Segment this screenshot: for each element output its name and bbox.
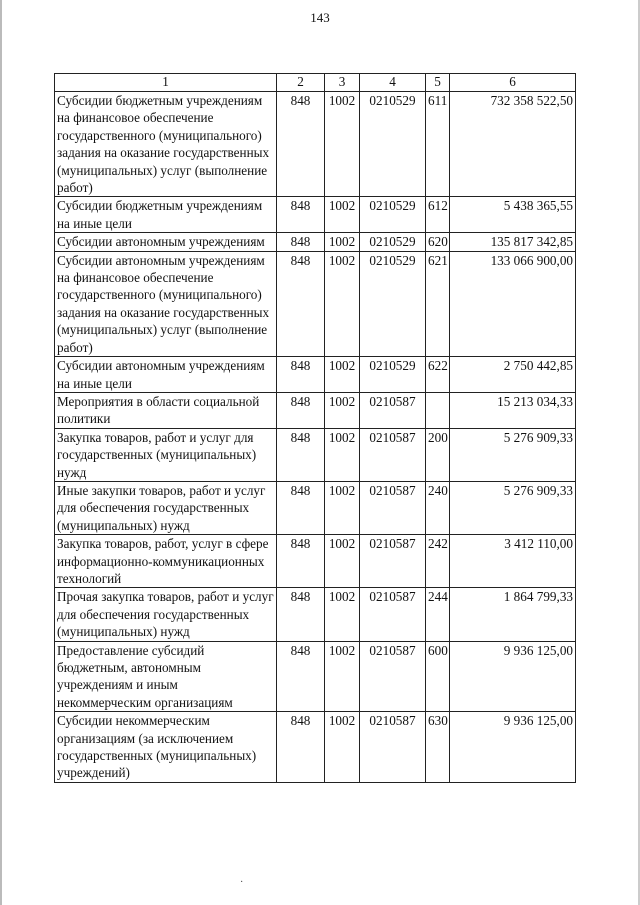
- cell-c2: 848: [277, 392, 325, 428]
- header-col-3: 3: [325, 74, 360, 92]
- cell-name: Субсидии бюджетным учреждениям на финансовое обеспечение государственного (муниципального) задания на оказание государственных (муниципальных) услуг (выполнение работ): [55, 92, 277, 197]
- table-row: [55, 712, 576, 783]
- scan-edge-left: [0, 0, 2, 905]
- cell-name: Иные закупки товаров, работ и услуг для обеспечения государственных (муниципальных) нужд: [55, 481, 277, 534]
- cell-c3: 1002: [325, 357, 360, 393]
- cell-name: Субсидии некоммерческим организациям (за исключением государственных (муниципальных) учреждений): [55, 712, 277, 783]
- cell-c2: 848: [277, 251, 325, 356]
- cell-amount: 133 066 900,00: [450, 251, 576, 356]
- cell-c3: 1002: [325, 233, 360, 251]
- cell-c2: 848: [277, 197, 325, 233]
- cell-name: Субсидии автономным учреждениям на иные цели: [55, 357, 277, 393]
- cell-c2: 848: [277, 233, 325, 251]
- cell-name: Закупка товаров, работ и услуг для государственных (муниципальных) нужд: [55, 428, 277, 481]
- cell-amount: 2 750 442,85: [450, 357, 576, 393]
- cell-amount: 5 276 909,33: [450, 428, 576, 481]
- cell-c5: 242: [426, 535, 450, 588]
- cell-c3: 1002: [325, 481, 360, 534]
- cell-c4: 0210587: [360, 481, 426, 534]
- cell-c4: 0210529: [360, 197, 426, 233]
- cell-amount: 135 817 342,85: [450, 233, 576, 251]
- cell-c3: 1002: [325, 251, 360, 356]
- cell-c3: 1002: [325, 428, 360, 481]
- table-header: [55, 74, 576, 92]
- cell-c3: 1002: [325, 392, 360, 428]
- cell-c2: 848: [277, 481, 325, 534]
- budget-table: [54, 73, 576, 783]
- cell-c5: 622: [426, 357, 450, 393]
- cell-amount: 9 936 125,00: [450, 712, 576, 783]
- cell-c5: 200: [426, 428, 450, 481]
- cell-c5: [426, 392, 450, 428]
- cell-c3: 1002: [325, 535, 360, 588]
- cell-c2: 848: [277, 357, 325, 393]
- cell-c3: 1002: [325, 712, 360, 783]
- cell-name: Субсидии бюджетным учреждениям на иные цели: [55, 197, 277, 233]
- header-row: [55, 74, 576, 92]
- table-row: [55, 588, 576, 641]
- cell-c5: 612: [426, 197, 450, 233]
- table-row: [55, 392, 576, 428]
- cell-name: Закупка товаров, работ, услуг в сфере информационно-коммуникационных технологий: [55, 535, 277, 588]
- table-row: [55, 641, 576, 712]
- header-col-1: 1: [55, 74, 277, 92]
- cell-name: Предоставление субсидий бюджетным, автономным учреждениям и иным некоммерческим организациям: [55, 641, 277, 712]
- table-row: [55, 197, 576, 233]
- cell-c5: 244: [426, 588, 450, 641]
- cell-c4: 0210529: [360, 92, 426, 197]
- cell-amount: 5 276 909,33: [450, 481, 576, 534]
- header-col-6: 6: [450, 74, 576, 92]
- cell-c4: 0210529: [360, 357, 426, 393]
- cell-name: Прочая закупка товаров, работ и услуг для обеспечения государственных (муниципальных) нужд: [55, 588, 277, 641]
- table-row: [55, 92, 576, 197]
- table-row: [55, 428, 576, 481]
- cell-name: Субсидии автономным учреждениям: [55, 233, 277, 251]
- cell-c3: 1002: [325, 197, 360, 233]
- cell-c4: 0210587: [360, 428, 426, 481]
- cell-c2: 848: [277, 588, 325, 641]
- cell-c4: 0210587: [360, 535, 426, 588]
- cell-c5: 240: [426, 481, 450, 534]
- header-col-4: 4: [360, 74, 426, 92]
- cell-c3: 1002: [325, 92, 360, 197]
- cell-c2: 848: [277, 428, 325, 481]
- cell-c4: 0210587: [360, 588, 426, 641]
- cell-amount: 732 358 522,50: [450, 92, 576, 197]
- header-col-5: 5: [426, 74, 450, 92]
- header-col-2: 2: [277, 74, 325, 92]
- cell-amount: 5 438 365,55: [450, 197, 576, 233]
- table-row: [55, 535, 576, 588]
- cell-name: Субсидии автономным учреждениям на финансовое обеспечение государственного (муниципального) задания на оказание государственных (муниципальных) услуг (выполнение работ): [55, 251, 277, 356]
- cell-c5: 620: [426, 233, 450, 251]
- cell-c5: 600: [426, 641, 450, 712]
- scan-speck: ·: [240, 877, 244, 888]
- cell-c4: 0210587: [360, 641, 426, 712]
- cell-c4: 0210529: [360, 251, 426, 356]
- cell-c2: 848: [277, 641, 325, 712]
- cell-amount: 9 936 125,00: [450, 641, 576, 712]
- cell-name: Мероприятия в области социальной политики: [55, 392, 277, 428]
- page-number: 143: [310, 10, 330, 25]
- cell-amount: 1 864 799,33: [450, 588, 576, 641]
- cell-amount: 15 213 034,33: [450, 392, 576, 428]
- cell-c4: 0210529: [360, 233, 426, 251]
- cell-amount: 3 412 110,00: [450, 535, 576, 588]
- cell-c5: 621: [426, 251, 450, 356]
- cell-c5: 611: [426, 92, 450, 197]
- cell-c3: 1002: [325, 588, 360, 641]
- cell-c2: 848: [277, 92, 325, 197]
- cell-c3: 1002: [325, 641, 360, 712]
- table-row: [55, 233, 576, 251]
- cell-c4: 0210587: [360, 712, 426, 783]
- cell-c2: 848: [277, 712, 325, 783]
- table-body: [55, 92, 576, 783]
- cell-c2: 848: [277, 535, 325, 588]
- table-row: [55, 251, 576, 356]
- cell-c4: 0210587: [360, 392, 426, 428]
- cell-c5: 630: [426, 712, 450, 783]
- table-row: [55, 481, 576, 534]
- table-row: [55, 357, 576, 393]
